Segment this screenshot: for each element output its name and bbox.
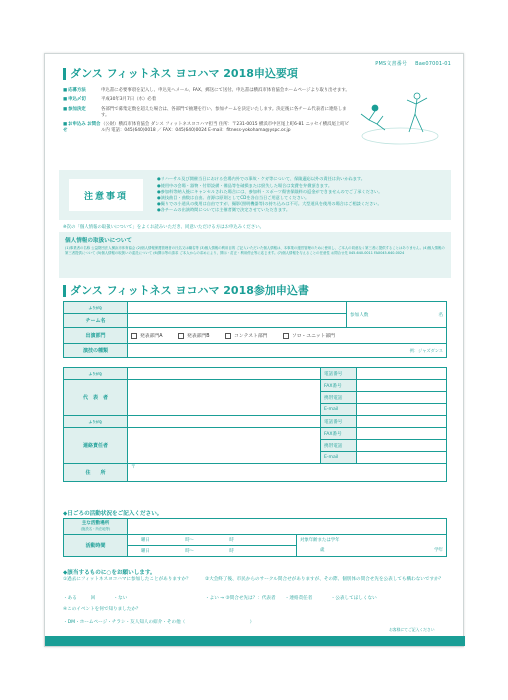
dancer-silhouette-icon [355, 80, 445, 148]
team-name-kana-field[interactable] [128, 302, 347, 314]
checkbox[interactable] [225, 333, 231, 339]
genre-label: 演技の種類 [64, 344, 128, 358]
survey-answer-3[interactable]: ・DM・ホームページ・チラシ・友人知人の紹介・その他（ ） [63, 620, 255, 625]
activity-place-label: 主な活動場所 (施設名・所在地等) [64, 519, 128, 535]
document-number: PMS文書番号 Bae07001-01 [375, 61, 451, 67]
representative-email-field[interactable] [357, 404, 447, 416]
genre-field[interactable]: 例：ジャズダンス [128, 344, 447, 358]
survey-question-1: ①過去にフィットネスヨコハマに参加したことがありますか？ [63, 577, 191, 582]
contact-fax-field[interactable] [357, 428, 447, 440]
address-label: 住 所 [64, 464, 128, 482]
privacy-box [59, 232, 451, 278]
team-table: ふりがな 参加人数 名 チーム名 出演部門 発表部門A 発表部門B コンテスト部門 ソロ・ユニット部門 演技の種類 例：ジャズダンス [63, 301, 447, 358]
contact-phone-field[interactable] [357, 416, 447, 428]
category-option[interactable]: 発表部門A [131, 334, 162, 339]
privacy-body: (1)事業者の名称 公益財団法人横浜市体育協会 (2)個人情報保護管理者の氏名又は職名等 (3)個人情報の利用目的 ご記入いただいた個人情報は、本事業の運営管理のために使用し、ご本人の同意なく第三者に提供することはありません。(4)個人情報の第三者提供について (5)個人情報の取扱いの委託について (6)開示等の請求 ご本人からの求めにより、開示・訂正・利用停止等に応じます。(7)個人情報を与えることの任意性 お問合せ先 045-640-0011 FAX045-640-0024 [65, 246, 445, 255]
address-field[interactable]: 〒 [128, 464, 447, 482]
checkbox[interactable] [178, 333, 184, 339]
privacy-title: 個人情報の取扱いについて [65, 238, 133, 244]
activity-time-field[interactable]: 曜日 時〜 時 [128, 535, 297, 546]
notice-title: 注意事項 [69, 179, 143, 211]
info-row: ■ 参加決定 各部門で募集定数を超えた場合は、各部門で抽選を行い、参加チームを決定いたします。決定後に各チーム代表者に連絡します。 [63, 107, 353, 120]
representative-name-field[interactable] [128, 380, 321, 416]
activity-time-label: 活動時間 [64, 535, 128, 557]
survey-question-2: ②大会終了後、市民からのサークル問合せがありますが、その際、個別体の問合せ先を公表しても構わないですか？ [205, 577, 444, 582]
survey-heading: ◆該当するものに○をお願いします。 [63, 570, 156, 576]
survey-answer-1[interactable]: ・ある 回 ・ない [63, 596, 128, 601]
info-row: ■ 申込〆切 平成30年3月7日（水）必着 [63, 97, 353, 103]
contact-person-label: 連絡責任者 [64, 428, 128, 464]
notice-list: ●リハーサル及び開催当日における会場内外での事故・ケガ等について、保険適応以外の責任は負いかねます。 ●使用中の会場・器物・付帯設備・備品等を破損または紛失した場合は実費を弁償頂きます。 ●参加料等納入後にキャンセルされた場合には、参加料・スポーツ傷害保険料の返金ができませんのでご了承ください。 ●演技曲目・曲数は自由。音源は原則としてCDを各自当日ご用意してください。 ●撮りでの小道具の使用は自由ですが、撮影(照明機器等)の持ち込みは不可。大型道具を使用の場合はご相談ください。 ●各チームの出演時間については主催者側で決定させていただきます。 [157, 176, 383, 213]
participants-field[interactable]: 参加人数 名 [347, 302, 447, 328]
category-option[interactable]: ソロ・ユニット部門 [283, 334, 335, 339]
category-label: 出演部門 [64, 328, 128, 344]
survey-answer-2[interactable]: ・よい → ③問合せ先は？：代表者 ・連絡責任者 ・公表してほしくない [205, 596, 377, 601]
contact-table: ふりがな 電話番号 代 表 者 FAX番号 携帯電話 E-mail ふりがな 電話番号 連絡責任者 FAX番号 携帯電話 E-mail 住 所 〒 [63, 367, 447, 482]
activity-time-field[interactable]: 曜日 時〜 時 [128, 546, 297, 557]
privacy-agreement-note: ※次の「個人情報の取扱いについて」をよくお読みいただき、同意いただける方はお申込みください。 [63, 225, 264, 230]
notice-box [59, 170, 451, 220]
application-sheet [44, 53, 464, 647]
category-option[interactable]: コンテスト部門 [225, 334, 267, 339]
representative-fax-field[interactable] [357, 380, 447, 392]
contact-name-field[interactable] [128, 428, 321, 464]
representative-phone-field[interactable] [357, 368, 447, 380]
guidelines-title: ダンス フィットネス ヨコハマ 2018申込要項 [63, 68, 298, 80]
team-name-field[interactable] [128, 314, 347, 328]
footer-bar [45, 636, 465, 646]
checkbox[interactable] [131, 333, 137, 339]
contact-kana-field[interactable] [128, 416, 321, 428]
representative-kana-field[interactable] [128, 368, 321, 380]
activity-table [63, 518, 447, 557]
activity-place-field[interactable] [128, 519, 447, 535]
target-age-field[interactable]: 対象年齢または学年 歳 学年 [297, 535, 447, 557]
team-name-label: チーム名 [64, 314, 128, 328]
guidelines-info [63, 88, 353, 138]
checkbox[interactable] [283, 333, 289, 339]
info-row: ■ 応募方法 申込書に必要事項を記入し、申込先へメール、FAX、郵送にて送付。申込書は横浜市体育協会ホームページより取り出せます。 [63, 88, 353, 94]
category-options [128, 328, 447, 344]
representative-mobile-field[interactable] [357, 392, 447, 404]
representative-label: 代 表 者 [64, 380, 128, 416]
contact-email-field[interactable] [357, 452, 447, 464]
info-row: ■ お申込み お問合せ （公財）横浜市体育協会 ダンス フィットネスヨコハマ担当 住所：〒231-0015 横浜市中区尾上町6-81 ニッセイ横浜尾上町ビル内 電話：045(640)0018 ／ FAX：045(640)0024 E-mail：fitness-yokohama@yspc.or.jp [63, 122, 353, 135]
contact-mobile-field[interactable] [357, 440, 447, 452]
category-option[interactable]: 発表部門B [178, 334, 209, 339]
activity-heading: ◆日ごろの活動状況をご記入ください。 [63, 511, 163, 517]
form-title: ダンス フィットネス ヨコハマ 2018参加申込書 [63, 285, 309, 297]
survey-question-3: ④このイベントを何で知りましたか？ [63, 607, 141, 612]
survey-note: お客様にてご記入ください [389, 627, 435, 632]
